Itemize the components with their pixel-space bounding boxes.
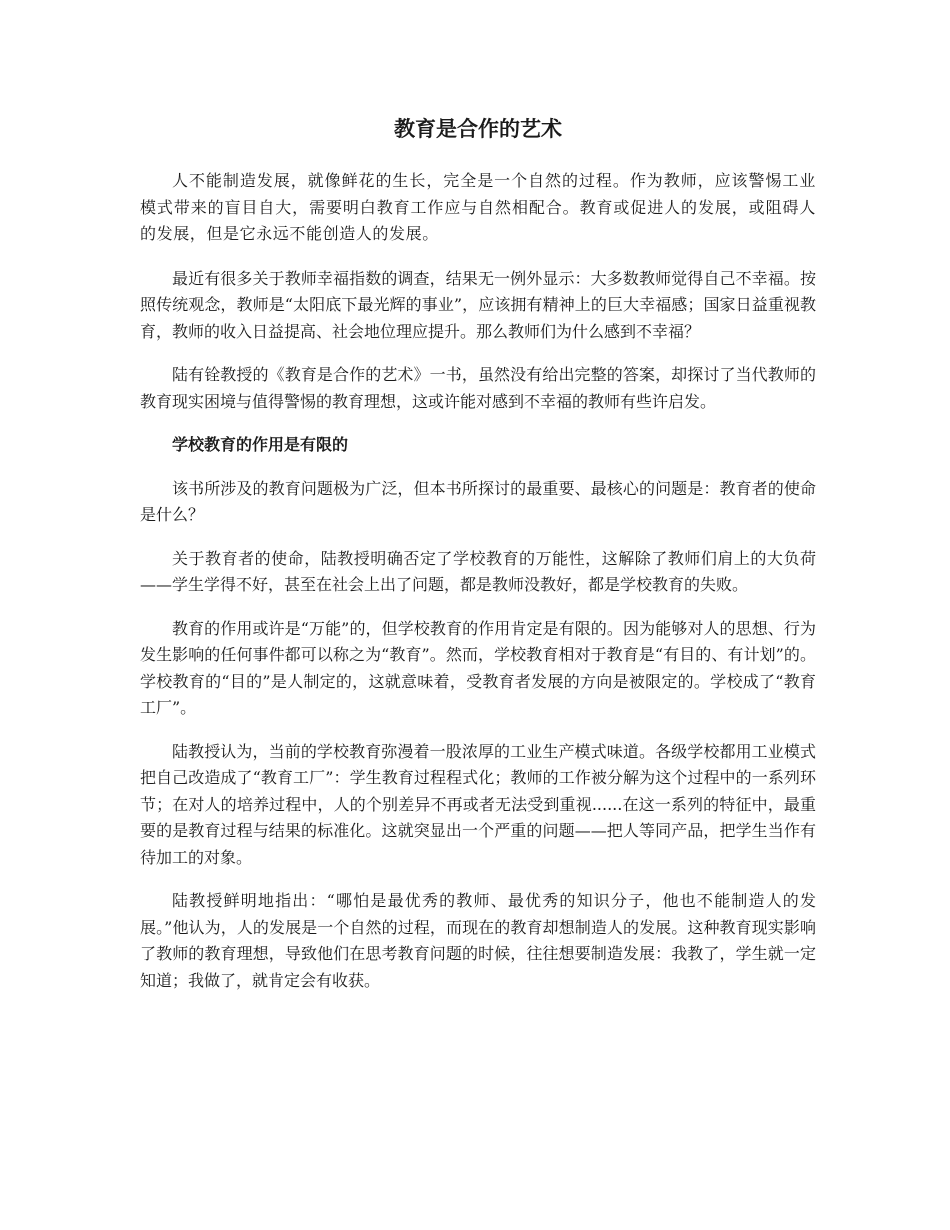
paragraph-intro-1: 人不能制造发展，就像鲜花的生长，完全是一个自然的过程。作为教师，应该警惕工业模式带来的盲目自大，需要明白教育工作应与自然相配合。教育或促进人的发展，或阻碍人的发展，但是它永远不能创造人的发展。	[140, 171, 816, 243]
document-page	[140, 112, 816, 1011]
paragraph-intro-2: 最近有很多关于教师幸福指数的调查，结果无一例外显示：大多数教师觉得自己不幸福。按照传统观念，教师是“太阳底下最光辉的事业”，应该拥有精神上的巨大幸福感；国家日益重视教育，教师的收入日益提高、社会地位理应提升。那么教师们为什么感到不幸福？	[140, 268, 816, 341]
paragraph-section-3: 教育的作用或许是“万能”的，但学校教育的作用肯定是有限的。因为能够对人的思想、行为发生影响的任何事件都可以称之为“教育”。然而，学校教育相对于教育是“有目的、有计划”的。学校教育的“目的”是人制定的，这就意味着，受教育者发展的方向是被限定的。学校成了“教育工厂”。	[140, 618, 816, 717]
paragraph-section-2: 关于教育者的使命，陆教授明确否定了学校教育的万能性，这解除了教师们肩上的大负荷——学生学得不好，甚至在社会上出了问题，都是教师没教好，都是学校教育的失败。	[140, 548, 816, 594]
paragraph-section-1: 该书所涉及的教育问题极为广泛，但本书所探讨的最重要、最核心的问题是：教育者的使命是什么？	[140, 478, 816, 524]
section-heading: 学校教育的作用是有限的	[172, 435, 349, 454]
paragraph-section-5: 陆教授鲜明地指出：“哪怕是最优秀的教师、最优秀的知识分子，他也不能制造人的发展。”他认为，人的发展是一个自然的过程，而现在的教育却想制造人的发展。这种教育现实影响了教师的教育理想，导致他们在思考教育问题的时候，往往想要制造发展：我教了，学生就一定知道；我做了，就肯定会有收获。	[140, 891, 816, 990]
paragraph-intro-3: 陆有铨教授的《教育是合作的艺术》一书，虽然没有给出完整的答案，却探讨了当代教师的教育现实困境与值得警惕的教育理想，这或许能对感到不幸福的教师有些许启发。	[140, 365, 816, 411]
document-title: 教育是合作的艺术	[394, 117, 562, 141]
paragraph-section-4: 陆教授认为，当前的学校教育弥漫着一股浓厚的工业生产模式味道。各级学校都用工业模式把自己改造成了“教育工厂”：学生教育过程程式化；教师的工作被分解为这个过程中的一系列环节；在对人的培养过程中，人的个别差异不再或者无法受到重视......在这一系列的特征中，最重要的是教育过程与结果的标准化。这就突显出一个严重的问题——把人等同产品，把学生当作有待加工的对象。	[140, 741, 816, 867]
